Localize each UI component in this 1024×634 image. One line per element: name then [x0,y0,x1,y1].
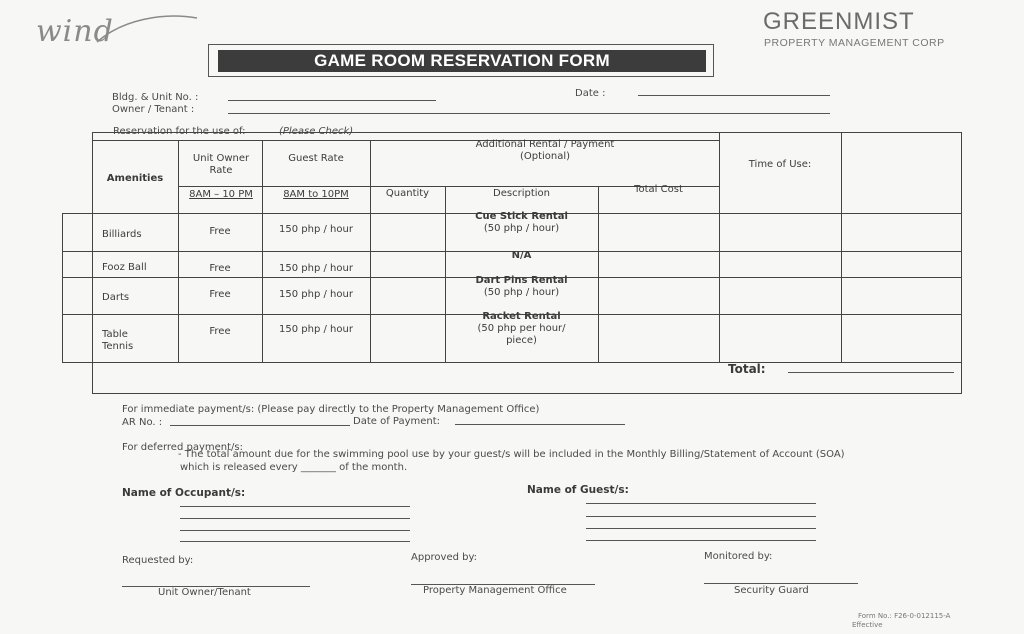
desc-title-fooz-ball: N/A [511,250,532,261]
amenity-darts: Darts [102,292,130,303]
date-field[interactable] [638,95,830,96]
logo-swoosh-icon [92,10,202,50]
guest-line-4[interactable] [586,540,816,541]
deferred-note-2: which is released every _______ of the month. [180,462,408,473]
desc-title-billiards: Cue Stick Rental [475,211,568,222]
desc-title-darts: Dart Pins Rental [475,275,568,286]
amenity-table-tennis: Table Tennis [102,329,134,352]
desc-sub-table-tennis: (50 php per hour/ piece) [477,323,566,346]
desc-sub-darts: (50 php / hour) [483,287,560,298]
header-additional: Additional Rental / Payment (Optional) [475,139,615,162]
guest-rate-darts: 150 php / hour [279,289,353,300]
guard-caption: Security Guard [734,585,809,596]
owner-tenant-label: Owner / Tenant : [112,104,195,115]
reservation-for-label: Reservation for the use of: [113,126,246,137]
checkbox-darts[interactable] [63,278,91,313]
owner-rate-table-tennis: Free [209,326,231,337]
header-description: Description [493,188,550,199]
wind-logo: wind [36,14,114,49]
owner-rate-fooz-ball: Free [209,263,231,274]
guest-line-2[interactable] [586,516,816,517]
checkbox-billiards[interactable] [63,214,91,250]
please-check-note: (Please Check) [279,126,354,137]
bldg-unit-label: Bldg. & Unit No. : [112,92,199,103]
date-label: Date : [575,88,606,99]
checkbox-table-tennis[interactable] [63,315,91,361]
deferred-payment-label: For deferred payment/s: [122,442,243,453]
header-total-cost: Total Cost [634,184,683,195]
company-name: GREENMIST [763,8,915,35]
occupant-line-2[interactable] [180,518,410,519]
requested-by-label: Requested by: [122,555,194,566]
amenity-billiards: Billiards [102,229,142,240]
date-of-payment-label: Date of Payment: [353,416,441,427]
checkbox-fooz-ball[interactable] [63,252,91,276]
form-title: GAME ROOM RESERVATION FORM [218,50,706,72]
header-guest-rate: Guest Rate [288,153,344,164]
total-field[interactable] [788,372,954,373]
header-quantity: Quantity [385,188,430,199]
guard-signature-line[interactable] [704,583,858,584]
header-unit-owner-rate: Unit Owner Rate [192,153,250,176]
guest-rate-table-tennis: 150 php / hour [279,324,353,335]
guest-line-3[interactable] [586,528,816,529]
desc-title-table-tennis: Racket Rental [482,311,561,322]
ar-no-label: AR No. : [122,417,163,428]
immediate-payment-label: For immediate payment/s: (Please pay directly to the Property Management Office) [122,404,540,415]
approved-by-label: Approved by: [411,552,478,563]
occupant-line-1[interactable] [180,506,410,507]
occupant-line-3[interactable] [180,530,410,531]
pmo-caption: Property Management Office [423,585,567,596]
guest-rate-fooz-ball: 150 php / hour [279,263,353,274]
owner-tenant-field[interactable] [228,113,830,114]
amenity-fooz-ball: Fooz Ball [102,262,147,273]
bldg-unit-field[interactable] [228,100,436,101]
owner-rate-billiards: Free [209,226,231,237]
monitored-by-label: Monitored by: [704,551,773,562]
guest-rate-billiards: 150 php / hour [279,224,353,235]
header-owner-rate-time: 8AM – 10 PM [189,189,253,200]
guest-line-1[interactable] [586,503,816,504]
header-guest-rate-time: 8AM to 10PM [283,189,349,200]
ar-no-field[interactable] [170,425,350,426]
unit-owner-caption: Unit Owner/Tenant [158,587,251,598]
owner-rate-darts: Free [209,289,231,300]
company-subtitle: PROPERTY MANAGEMENT CORP [764,37,945,49]
header-time-of-use: Time of Use: [748,159,812,170]
date-of-payment-field[interactable] [455,424,625,425]
header-amenities: Amenities [106,173,164,184]
deferred-note-1: - The total amount due for the swimming pool use by your guest/s will be included in the Monthly Billing/Statement of Account (SOA) [178,449,845,460]
form-number: Form No.: F26-0-012115-A [858,612,951,620]
guests-label: Name of Guest/s: [527,484,629,496]
effective-note: Effective [852,621,883,629]
total-label: Total: [728,362,766,376]
occupants-label: Name of Occupant/s: [122,487,246,499]
occupant-line-4[interactable] [180,541,410,542]
desc-sub-billiards: (50 php / hour) [483,223,560,234]
